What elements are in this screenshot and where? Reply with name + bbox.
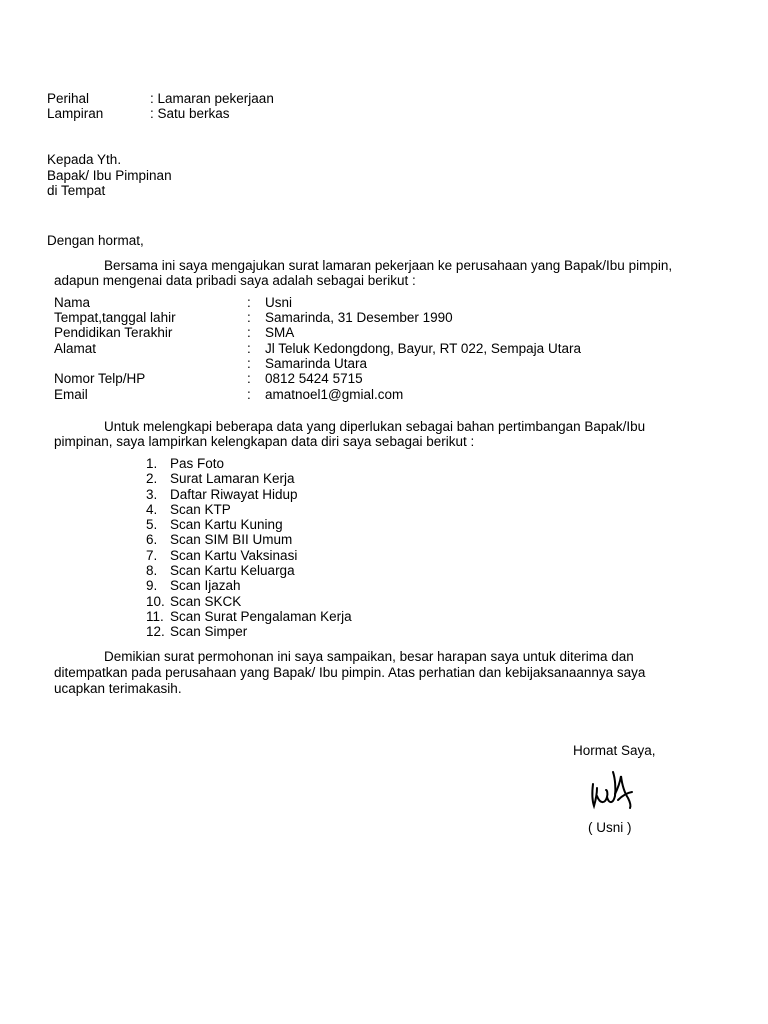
list-item-number: 5.: [146, 517, 158, 533]
data-colon: :: [247, 295, 251, 310]
signature-image: [588, 766, 638, 812]
list-item-number: 3.: [146, 486, 158, 502]
recipient-line-2: Bapak/ Ibu Pimpinan: [47, 168, 172, 183]
list-item-number: 2.: [146, 471, 158, 487]
list-item-number: 4.: [146, 501, 158, 517]
list-item-number: 12.: [146, 624, 165, 640]
closing-line-2: ditempatkan pada perusahaan yang Bapak/ Ibu pimpin. Atas perhatian dan kebijaksanaannya saya: [54, 665, 646, 680]
data-colon: :: [247, 325, 251, 340]
intro-line-2: adapun mengenai data pribadi saya adalah sebagai berikut :: [54, 273, 416, 288]
data-colon: :: [247, 371, 251, 386]
data-value-alamat-2: Samarinda Utara: [265, 356, 368, 371]
list-item-text: Scan Ijazah: [170, 578, 241, 594]
data-label-email: Email: [54, 387, 88, 402]
list-item: [146, 532, 352, 547]
data-value-alamat: Jl Teluk Kedongdong, Bayur, RT 022, Sempaja Utara: [265, 341, 581, 356]
perihal-value: : Lamaran pekerjaan: [150, 91, 274, 106]
data-label-nama: Nama: [54, 295, 91, 310]
list-item: [146, 578, 352, 593]
list-item-text: Scan Surat Pengalaman Kerja: [170, 608, 352, 624]
list-item-number: 11.: [146, 608, 164, 624]
list-item-text: Scan Simper: [170, 624, 248, 640]
list-item-number: 6.: [146, 532, 158, 548]
data-colon: :: [247, 387, 251, 402]
list-item-text: Scan Kartu Kuning: [170, 517, 283, 533]
data-label-telp: Nomor Telp/HP: [54, 371, 146, 386]
list-item-number: 7.: [146, 547, 158, 563]
list-item: [146, 502, 352, 517]
data-value-nama: Usni: [265, 295, 293, 310]
list-item-text: Scan SKCK: [170, 593, 242, 609]
attachments-list: [146, 456, 352, 640]
list-item: [146, 517, 352, 532]
list-item: [146, 563, 352, 578]
list-item: [146, 456, 352, 471]
list-item-number: 1.: [146, 456, 158, 471]
data-value-telp: 0812 5424 5715: [265, 371, 363, 386]
list-item: [146, 594, 352, 609]
salutation: Hormat Saya,: [573, 743, 656, 758]
data-label-ttl: Tempat,tanggal lahir: [54, 310, 176, 325]
list-item-text: Daftar Riwayat Hidup: [170, 486, 298, 502]
perihal-label: Perihal: [47, 91, 90, 106]
data-value-ttl: Samarinda, 31 Desember 1990: [265, 310, 453, 325]
closing-line-1: Demikian surat permohonan ini saya sampaikan, besar harapan saya untuk diterima dan: [104, 649, 634, 664]
list-item-text: Scan Kartu Keluarga: [170, 563, 295, 579]
signatory-name: ( Usni ): [588, 820, 632, 835]
lampiran-label: Lampiran: [47, 106, 104, 121]
data-label-alamat: Alamat: [54, 341, 97, 356]
list-item-number: 8.: [146, 563, 158, 579]
list-item-number: 9.: [146, 578, 158, 594]
attachments-intro-line-2: pimpinan, saya lampirkan kelengkapan data diri saya sebagai berikut :: [54, 434, 475, 449]
data-colon: :: [247, 356, 251, 371]
greeting: Dengan hormat,: [47, 233, 144, 248]
recipient-line-1: Kepada Yth.: [47, 152, 122, 167]
list-item-text: Pas Foto: [170, 456, 225, 471]
intro-line-1: Bersama ini saya mengajukan surat lamaran pekerjaan ke perusahaan yang Bapak/Ibu pimpin,: [104, 258, 673, 273]
data-value-email: amatnoel1@gmial.com: [265, 387, 404, 402]
list-item-text: Surat Lamaran Kerja: [170, 471, 295, 487]
list-item-text: Scan SIM BII Umum: [170, 532, 293, 548]
recipient-line-3: di Tempat: [47, 183, 106, 198]
list-item: [146, 471, 352, 486]
data-colon: :: [247, 310, 251, 325]
list-item: [146, 624, 352, 639]
list-item: [146, 609, 352, 624]
list-item-text: Scan KTP: [170, 501, 231, 517]
list-item: [146, 548, 352, 563]
lampiran-value: : Satu berkas: [150, 106, 230, 121]
data-colon: :: [247, 341, 251, 356]
list-item-text: Scan Kartu Vaksinasi: [170, 547, 298, 563]
attachments-intro-line-1: Untuk melengkapi beberapa data yang diperlukan sebagai bahan pertimbangan Bapak/Ibu: [104, 419, 646, 434]
list-item: [146, 487, 352, 502]
closing-line-3: ucapkan terimakasih.: [54, 681, 182, 696]
data-label-pendidikan: Pendidikan Terakhir: [54, 325, 173, 340]
data-value-pendidikan: SMA: [265, 325, 295, 340]
list-item-number: 10.: [146, 593, 165, 609]
